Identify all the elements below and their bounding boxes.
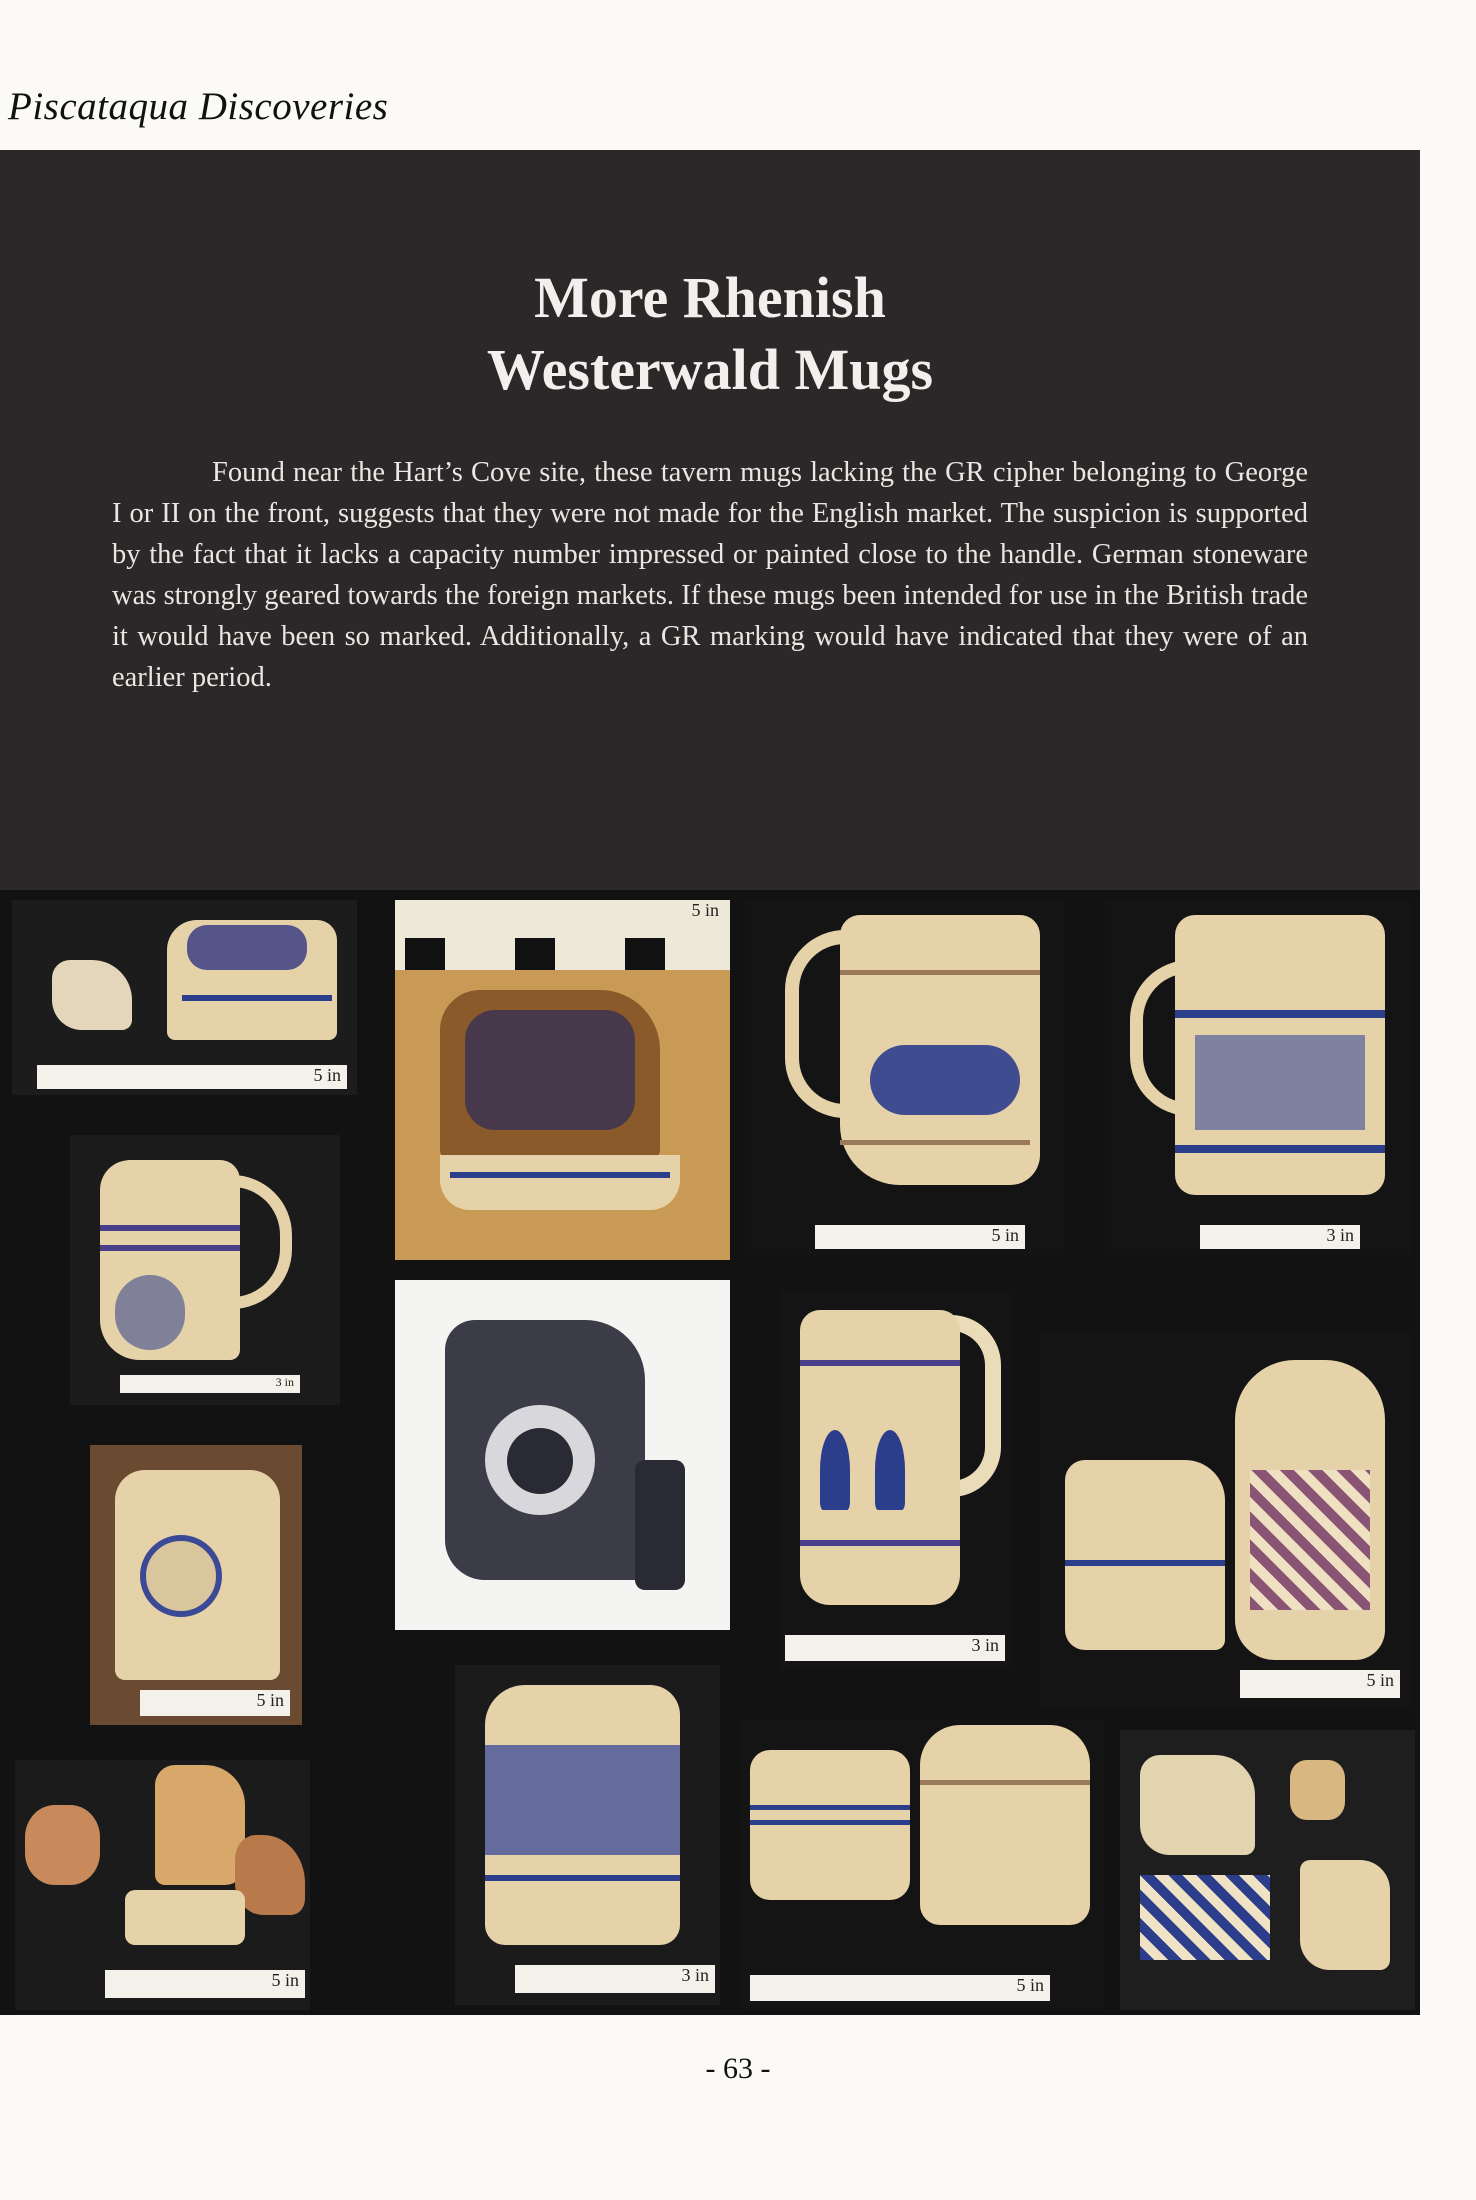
scale-bar: 5 in bbox=[750, 1975, 1050, 2001]
scale-bar: 3 in bbox=[1200, 1225, 1360, 1249]
scale-bar: 3 in bbox=[120, 1375, 300, 1393]
scale-bar: 5 in bbox=[105, 1970, 305, 1998]
photo-mixed-sherds bbox=[1120, 1730, 1415, 2010]
photo-mug-handle bbox=[780, 1290, 1010, 1670]
photo-mug-cartouche bbox=[745, 900, 1065, 1255]
photo-collage bbox=[0, 890, 1420, 2015]
photo-mug-cobalt bbox=[455, 1665, 720, 2005]
scale-bar: 3 in bbox=[515, 1965, 715, 1993]
title-line-2: Westerwald Mugs bbox=[486, 337, 934, 402]
photo-four-sherds bbox=[15, 1760, 310, 2010]
text-panel bbox=[0, 150, 1420, 890]
photo-two-sherds-diamond bbox=[1040, 1330, 1410, 1710]
title-line-1: More Rhenish bbox=[534, 265, 886, 330]
scale-bar: 5 in bbox=[1240, 1670, 1400, 1698]
photo-sherd-crown bbox=[395, 900, 730, 1260]
scale-bar: 3 in bbox=[785, 1635, 1005, 1661]
body-paragraph: Found near the Hart’s Cove site, these tavern mugs lacking the GR cipher belonging to George I or II on the front, suggests that they were not made for the English market. The suspicion is supported by the fact that it lacks a capacity number impressed or painted close to the handle. German stoneware was strongly geared towards the foreign markets. If these mugs been intended for use in the British trade it would have been so marked. Additionally, a GR marking would have indicated that they were of an earlier period. bbox=[112, 457, 1308, 693]
page-title bbox=[0, 262, 1420, 406]
photo-sherd-greyscale bbox=[395, 1280, 730, 1630]
scale-bar: 5 in bbox=[140, 1690, 290, 1716]
running-head: Piscataqua Discoveries bbox=[8, 85, 389, 128]
scale-bar: 5 in bbox=[691, 900, 719, 920]
photo-mug-blue-bands bbox=[1105, 900, 1410, 1255]
photo-sherds-top-left bbox=[12, 900, 357, 1095]
photo-mug-small bbox=[70, 1135, 340, 1405]
photo-rosette-sherd bbox=[90, 1445, 302, 1725]
scale-bar: 5 in bbox=[37, 1065, 347, 1089]
page-number: - 63 - bbox=[705, 2052, 771, 2085]
scale-bar: 5 in bbox=[815, 1225, 1025, 1249]
photo-two-mug-bases bbox=[740, 1720, 1105, 2010]
